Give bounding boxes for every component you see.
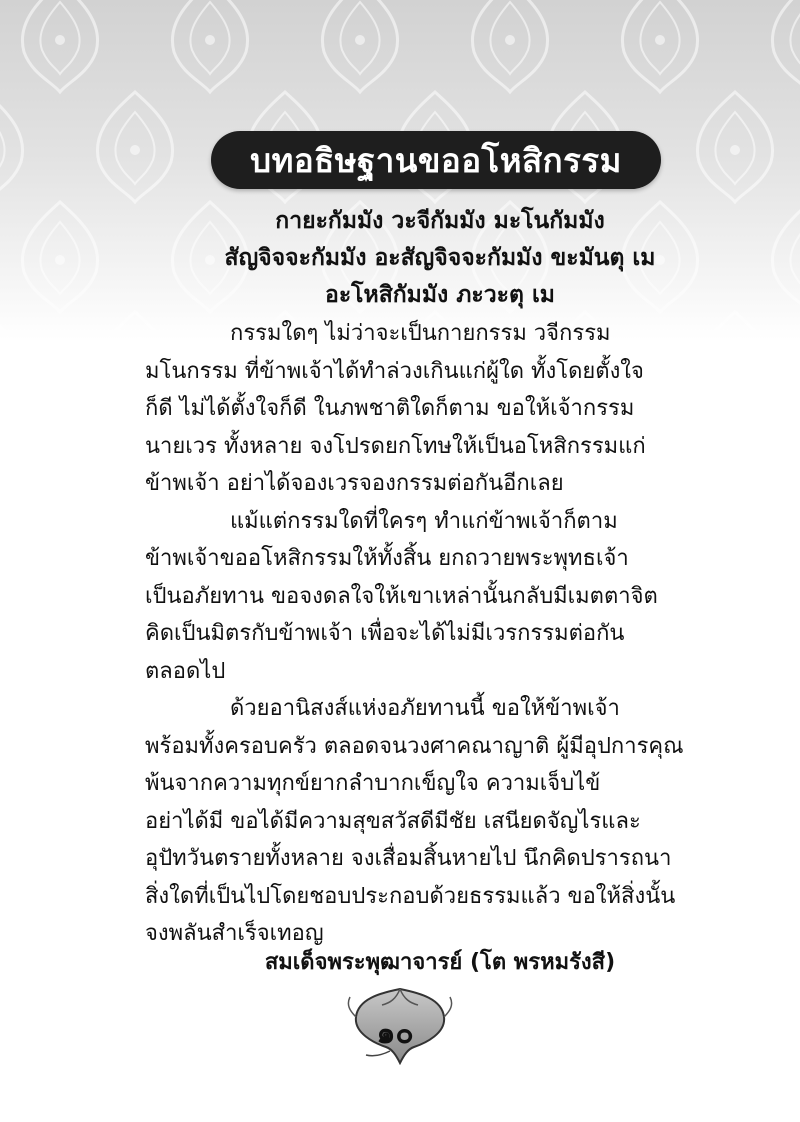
page-number: ๑๐: [376, 1016, 414, 1051]
body-text: [145, 315, 730, 953]
text-line: นายเวร ทั้งหลาย จงโปรดยกโทษให้เป็นอโหสิกรรมแก่: [145, 433, 646, 459]
text-line: ด้วยอานิสงส์แห่งอภัยทานนี้ ขอให้ข้าพเจ้า: [230, 696, 620, 721]
text-line: อุปัทวันตรายทั้งหลาย จงเสื่อมสิ้นหายไป นึกคิดปรารถนา: [145, 846, 672, 871]
text-line: ข้าพเจ้าขออโหสิกรรมให้ทั้งสิ้น ยกถวายพระพุทธเจ้า: [145, 546, 629, 571]
ornament-motif: [322, 0, 397, 92]
paragraph-1: [145, 315, 730, 503]
text-line: คิดเป็นมิตรกับข้าพเจ้า เพื่อจะได้ไม่มีเวรกรรมต่อกัน: [145, 621, 625, 646]
page-title: บทอธิษฐานขออโหสิกรรม: [250, 140, 622, 180]
chant-line: อะโหสิกัมมัง ภะวะตุ เม: [325, 282, 555, 308]
ornament-motif: [0, 92, 23, 202]
author-signature: สมเด็จพระพุฒาจารย์ (โต พรหมรังสี): [264, 950, 616, 975]
ornament-motif: [97, 92, 172, 202]
title-banner: [211, 131, 661, 189]
ornament-motif: [772, 0, 800, 92]
chant-block: [150, 203, 730, 314]
ornament-motif: [22, 202, 97, 312]
text-line: กรรมใดๆ ไม่ว่าจะเป็นกายกรรม วจีกรรม: [230, 321, 611, 346]
ornament-motif: [172, 0, 247, 92]
ornament-motif: [472, 0, 547, 92]
text-line: อย่าได้มี ขอได้มีความสุขสวัสดีมีชัย เสนียดจัญไรและ: [145, 808, 641, 834]
ornament-motif: [772, 202, 800, 312]
ornament-motif: [22, 0, 97, 92]
text-line: สิ่งใดที่เป็นไปโดยชอบประกอบด้วยธรรมแล้ว ขอให้สิ่งนั้น: [145, 883, 676, 909]
text-line: แม้แต่กรรมใดที่ใครๆ ทำแก่ข้าพเจ้าก็ตาม: [230, 508, 618, 534]
ornament-motif: [0, 312, 23, 340]
chant-line: กายะกัมมัง วะจีกัมมัง มะโนกัมมัง: [275, 208, 605, 234]
paragraph-2: [145, 503, 730, 691]
text-line: ข้าพเจ้า อย่าได้จองเวรจองกรรมต่อกันอีกเลย: [145, 471, 564, 496]
text-line: ตลอดไป: [145, 658, 226, 684]
text-line: เป็นอภัยทาน ขอจงดลใจให้เขาเหล่านั้นกลับมีเมตตาจิต: [145, 583, 658, 609]
ornament-motif: [622, 0, 697, 92]
text-line: พร้อมทั้งครอบครัว ตลอดจนวงศาคณาญาติ ผู้มีอุปการคุณ: [145, 733, 684, 759]
text-line: มโนกรรม ที่ข้าพเจ้าได้ทำล่วงเกินแก่ผู้ใด ทั้งโดยตั้งใจ: [145, 358, 644, 384]
paragraph-3: [145, 690, 730, 953]
chant-line: สัญจิจจะกัมมัง อะสัญจิจจะกัมมัง ขะมันตุ เม: [224, 245, 656, 271]
text-line: ก็ดี ไม่ได้ตั้งใจก็ดี ในภพชาติใดก็ตาม ขอให้เจ้ากรรม: [145, 396, 635, 421]
text-line: จงพลันสำเร็จเทอญ: [145, 921, 324, 946]
ornament-motif: [697, 92, 772, 202]
text-line: พ้นจากความทุกข์ยากลำบากเข็ญใจ ความเจ็บไข้: [145, 771, 601, 796]
